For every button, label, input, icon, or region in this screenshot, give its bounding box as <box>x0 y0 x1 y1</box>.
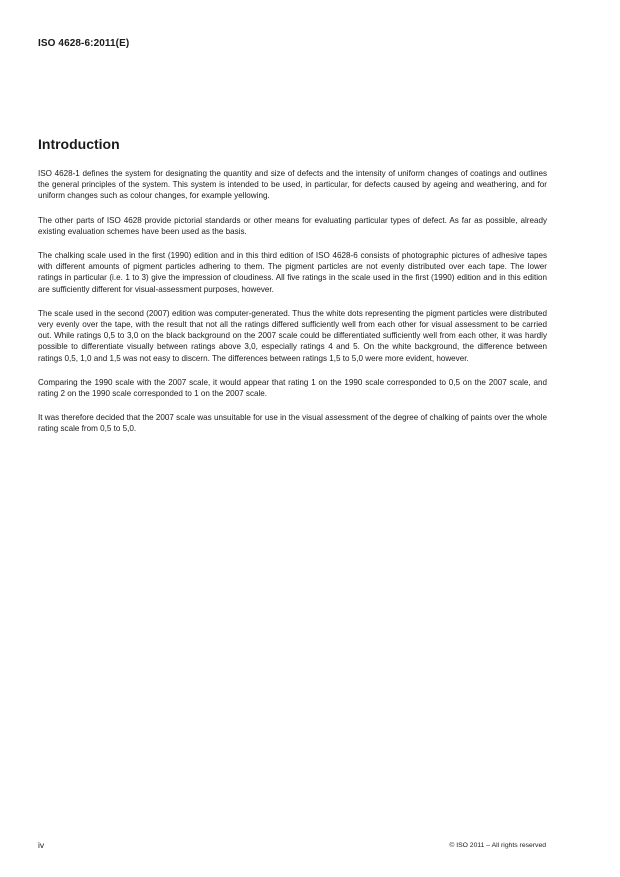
paragraph-1990-scale: The chalking scale used in the first (1990) edition and in this third edition of ISO 4628-6 consists of photographic pictures of adhesive tapes with different amounts of pigment particles adhering to them. The pigment particles are not evenly distributed over each tape. The lower ratings in particular (i.e. 1 to 3) give the impression of cloudiness. All five ratings in the scale used in the first (1990) edition and in this edition are sufficiently different for visual-assessment purposes, however. <box>38 251 547 294</box>
paragraph-2007-scale: The scale used in the second (2007) edition was computer-generated. Thus the white dots representing the pigment particles were distributed very evenly over the tape, with the result that not all the ratings differed sufficiently well from each other for visual assessment to be carried out. While ratings 0,5 to 3,0 on the black background on the 2007 scale could be differentiated sufficiently well from each other, it was hardly possible to differentiate visually between ratings above 3,0, especially ratings 4 and 5. On the white background, the difference between ratings 0,5, 1,0 and 1,5 was not easy to discern. The differences between ratings 1,5 to 5,0 were more evident, however. <box>38 308 547 363</box>
copyright-notice: © ISO 2011 – All rights reserved <box>449 842 546 849</box>
page-number: iv <box>38 840 45 850</box>
introduction-body <box>38 168 547 448</box>
paragraph-iso-4628-1: ISO 4628-1 defines the system for designating the quantity and size of defects and the intensity of uniform changes of coatings and outlines the general principles of the system. This system is intended to be used, in particular, for defects caused by ageing and weathering, and for uniform changes such as colour changes, for example yellowing. <box>38 169 547 201</box>
document-id: ISO 4628-6:2011(E) <box>38 38 130 49</box>
paragraph-other-parts: The other parts of ISO 4628 provide pictorial standards or other means for evaluating particular types of defect. As far as possible, already existing evaluation schemes have been used as the basis. <box>38 215 547 236</box>
paragraph-decision: It was therefore decided that the 2007 scale was unsuitable for use in the visual assessment of the degree of chalking of paints over the whole rating scale from 0,5 to 5,0. <box>38 413 547 434</box>
section-title: Introduction <box>38 136 120 152</box>
paragraph-comparison: Comparing the 1990 scale with the 2007 scale, it would appear that rating 1 on the 1990 scale corresponded to 0,5 on the 2007 scale, and rating 2 on the 1990 scale corresponded to 1 on the 2007 scale. <box>38 377 547 399</box>
